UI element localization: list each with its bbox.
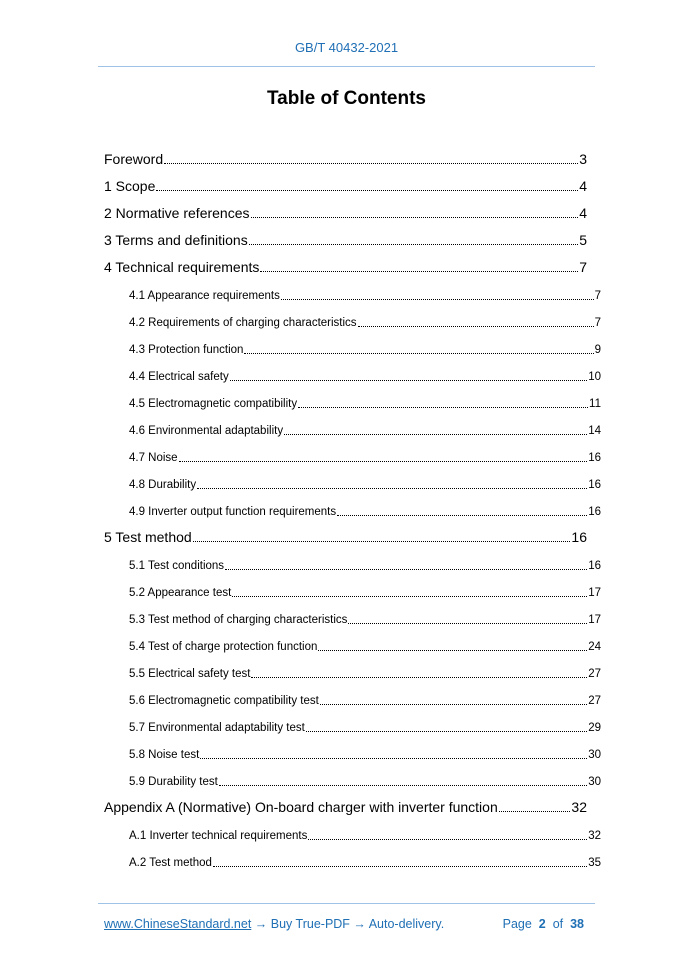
toc-entry[interactable] [104,194,587,221]
toc-entry-label: 2 Normative references [104,205,250,221]
toc-leader-dots [337,513,587,516]
toc-entry[interactable] [104,599,601,626]
toc-entry-page: 32 [571,799,587,815]
toc-entry-page: 9 [594,344,601,356]
toc-entry-page: 27 [588,668,601,680]
toc-entry-label: A.1 Inverter technical requirements [129,830,308,842]
toc-leader-dots [251,215,579,218]
toc-entry-label: 3 Terms and definitions [104,232,248,248]
toc-leader-dots [219,783,587,786]
toc-leader-dots [320,702,587,705]
toc-entry[interactable] [104,707,601,734]
toc-leader-dots [284,432,587,435]
table-of-contents [104,140,601,869]
toc-entry-page: 5 [579,232,587,248]
toc-entry-page: 16 [588,506,601,518]
toc-entry[interactable] [104,248,587,275]
footer-promo [104,917,444,931]
toc-leader-dots [499,809,571,812]
toc-entry[interactable] [104,410,601,437]
toc-entry-label: 4 Technical requirements [104,259,260,275]
footer-divider [98,903,595,904]
toc-entry-page: 7 [579,259,587,275]
toc-leader-dots [249,242,578,245]
toc-entry-label: 4.9 Inverter output function requirements [129,506,337,518]
toc-entry-page: 17 [588,614,601,626]
toc-leader-dots [308,837,587,840]
toc-entry-label: 5.8 Noise test [129,749,200,761]
toc-entry[interactable] [104,815,601,842]
toc-entry[interactable] [104,302,601,329]
toc-leader-dots [358,324,594,327]
toc-entry[interactable] [104,221,587,248]
toc-entry[interactable] [104,680,601,707]
toc-leader-dots [260,269,578,272]
toc-entry-label: 5.9 Durability test [129,776,218,788]
toc-entry-label: 4.2 Requirements of charging characteristics [129,317,357,329]
toc-entry[interactable] [104,464,601,491]
toc-entry-label: 5 Test method [104,529,192,545]
toc-entry[interactable] [104,572,601,599]
toc-entry-label: 5.1 Test conditions [129,560,225,572]
toc-entry[interactable] [104,329,601,356]
header-divider [98,66,595,67]
toc-entry-label: 4.1 Appearance requirements [129,290,280,302]
standard-code-header: GB/T 40432-2021 [294,40,399,55]
toc-entry-label: A.2 Test method [129,857,212,869]
toc-entry-label: 4.8 Durability [129,479,197,491]
toc-leader-dots [213,864,587,867]
toc-entry-label: 5.7 Environmental adaptability test [129,722,305,734]
toc-entry[interactable] [104,167,587,194]
toc-leader-dots [193,539,571,542]
toc-entry-label: 4.7 Noise [129,452,178,464]
toc-entry[interactable] [104,545,601,572]
toc-leader-dots [251,675,587,678]
toc-entry-page: 32 [588,830,601,842]
toc-entry[interactable] [104,356,601,383]
toc-leader-dots [306,729,587,732]
toc-entry-page: 16 [588,560,601,572]
toc-leader-dots [197,486,587,489]
toc-entry-label: 5.5 Electrical safety test [129,668,251,680]
toc-entry[interactable] [104,626,601,653]
toc-entry[interactable] [104,788,587,815]
website-link[interactable]: www.ChineseStandard.net [104,917,252,931]
toc-entry-label: 4.3 Protection function [129,344,244,356]
page-title: Table of Contents [266,88,427,109]
toc-entry-label: 5.6 Electromagnetic compatibility test [129,695,319,707]
toc-leader-dots [200,756,587,759]
toc-leader-dots [244,351,593,354]
toc-entry-label: 4.6 Environmental adaptability [129,425,284,437]
toc-entry-page: 30 [588,749,601,761]
toc-entry-page: 30 [588,776,601,788]
toc-entry[interactable] [104,383,601,410]
current-page-number: 2 [538,917,546,931]
toc-leader-dots [179,459,588,462]
toc-entry-page: 7 [594,317,601,329]
toc-entry[interactable] [104,761,601,788]
page-footer [104,917,584,931]
toc-entry-page: 10 [588,371,601,383]
toc-leader-dots [298,405,588,408]
toc-entry-page: 29 [588,722,601,734]
toc-entry[interactable] [104,491,601,518]
toc-entry-page: 14 [588,425,601,437]
toc-entry-label: 4.4 Electrical safety [129,371,229,383]
total-pages-number: 38 [570,917,584,931]
toc-entry[interactable] [104,734,601,761]
toc-leader-dots [232,594,587,597]
toc-entry-label: 5.2 Appearance test [129,587,232,599]
toc-leader-dots [318,648,587,651]
toc-leader-dots [230,378,587,381]
toc-entry-page: 3 [579,151,587,167]
toc-entry-page: 16 [588,452,601,464]
toc-leader-dots [348,621,587,624]
page-prefix: Page [502,917,532,931]
toc-entry[interactable] [104,653,601,680]
toc-leader-dots [164,161,578,164]
toc-entry-label: 1 Scope [104,178,156,194]
toc-leader-dots [225,567,587,570]
toc-entry-page: 11 [589,398,601,410]
toc-leader-dots [156,188,578,191]
toc-entry-label: 5.4 Test of charge protection function [129,641,318,653]
page-number-info [503,917,584,931]
page-of-label: of [552,917,564,931]
toc-entry[interactable] [104,437,601,464]
toc-entry[interactable] [104,518,587,545]
toc-entry-page: 7 [594,290,601,302]
toc-entry-page: 27 [588,695,601,707]
toc-entry-label: Appendix A (Normative) On-board charger with inverter function [104,799,498,815]
toc-entry-page: 24 [588,641,601,653]
toc-entry-page: 16 [571,529,587,545]
toc-entry[interactable] [104,842,601,869]
toc-entry[interactable] [104,140,587,167]
footer-promo-text: → Buy True-PDF → Auto-delivery. [251,917,445,931]
toc-entry-page: 4 [579,178,587,194]
toc-entry-label: 4.5 Electromagnetic compatibility [129,398,298,410]
toc-entry-page: 4 [579,205,587,221]
toc-entry-page: 16 [588,479,601,491]
toc-entry-page: 35 [588,857,601,869]
toc-entry-label: Foreword [104,151,164,167]
toc-leader-dots [281,297,594,300]
toc-entry[interactable] [104,275,601,302]
toc-entry-label: 5.3 Test method of charging characteristics [129,614,348,626]
toc-entry-page: 17 [588,587,601,599]
